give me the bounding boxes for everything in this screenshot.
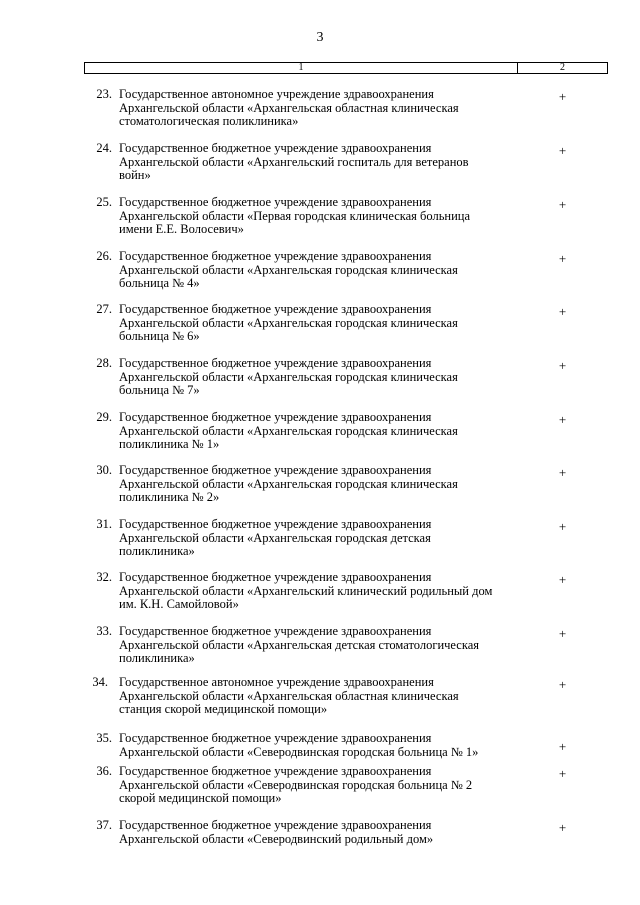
institution-name-line: скорой медицинской помощи» xyxy=(119,791,282,806)
institution-name-line: больница № 6» xyxy=(119,329,200,344)
table-row xyxy=(84,142,608,192)
institution-name-line: Архангельской области «Северодвинский родильный дом» xyxy=(119,831,434,846)
plus-mark: + xyxy=(558,251,567,266)
institution-name xyxy=(119,303,509,344)
institution-name-line: Архангельской области «Северодвинская городская больница № 1» xyxy=(119,744,479,759)
institution-name-line: Государственное автономное учреждение здравоохранения xyxy=(119,675,434,689)
row-number: 30. xyxy=(96,463,112,477)
institution-name-line: Архангельской области «Архангельская областная клиническая xyxy=(119,688,459,703)
institution-name xyxy=(119,518,509,559)
institution-name-line: Государственное бюджетное учреждение здравоохранения xyxy=(119,463,432,477)
table-row xyxy=(84,819,608,869)
plus-mark: + xyxy=(558,677,567,692)
institution-name xyxy=(119,625,509,666)
row-number: 23. xyxy=(96,87,112,101)
institution-name xyxy=(119,411,509,452)
page-number: 3 xyxy=(316,30,324,45)
institution-name xyxy=(119,196,509,237)
institution-name-line: Архангельской области «Архангельская городская клиническая xyxy=(119,262,458,277)
institution-name xyxy=(119,88,509,129)
institution-name xyxy=(119,357,509,398)
table-row xyxy=(84,88,608,138)
institution-name-line: Государственное бюджетное учреждение здравоохранения xyxy=(119,195,432,209)
institution-name-line: Государственное бюджетное учреждение здравоохранения xyxy=(119,517,432,531)
institution-name-line: Государственное бюджетное учреждение здравоохранения xyxy=(119,302,432,316)
institution-name-line: поликлиника № 1» xyxy=(119,437,220,452)
table-row xyxy=(84,518,608,568)
table-row xyxy=(84,196,608,246)
row-number: 25. xyxy=(96,195,112,209)
table-row xyxy=(84,464,608,514)
institution-name-line: больница № 4» xyxy=(119,276,200,291)
institution-name xyxy=(119,571,509,612)
table-header-row xyxy=(84,62,608,74)
table-row xyxy=(84,625,608,675)
row-number: 24. xyxy=(96,141,112,155)
plus-mark: + xyxy=(558,465,567,480)
institution-name-line: Архангельской области «Архангельская областная клиническая xyxy=(119,100,459,115)
table-row xyxy=(84,411,608,461)
institution-name-line: Архангельской области «Архангельская детская стоматологическая xyxy=(119,637,480,652)
institution-name-line: поликлиника» xyxy=(119,651,195,666)
institution-name xyxy=(119,250,509,291)
table-row xyxy=(84,676,608,726)
institution-name xyxy=(119,819,509,846)
institution-name-line: войн» xyxy=(119,168,151,183)
plus-mark: + xyxy=(558,766,567,781)
table-row xyxy=(84,571,608,621)
row-number: 29. xyxy=(96,410,112,424)
row-number: 35. xyxy=(96,731,112,745)
institution-name-line: Государственное бюджетное учреждение здравоохранения xyxy=(119,356,432,370)
institution-name xyxy=(119,676,509,717)
plus-mark: + xyxy=(558,143,567,158)
institution-name xyxy=(119,732,509,759)
column-header-1: 1 xyxy=(85,63,518,73)
institution-name-line: Архангельской области «Архангельская городская клиническая xyxy=(119,423,458,438)
row-number: 36. xyxy=(96,764,112,778)
institution-name-line: Архангельской области «Архангельский госпиталь для ветеранов xyxy=(119,154,469,169)
institution-name-line: поликлиника № 2» xyxy=(119,490,220,505)
institution-name-line: Государственное бюджетное учреждение здравоохранения xyxy=(119,731,432,745)
institution-name-line: Государственное бюджетное учреждение здравоохранения xyxy=(119,141,432,155)
plus-mark: + xyxy=(558,89,567,104)
institution-name xyxy=(119,765,509,806)
plus-mark: + xyxy=(558,519,567,534)
institution-name-line: Архангельской области «Архангельская городская клиническая xyxy=(119,315,458,330)
plus-mark: + xyxy=(558,626,567,641)
plus-mark: + xyxy=(558,820,567,835)
institution-name-line: Государственное бюджетное учреждение здравоохранения xyxy=(119,570,432,584)
institution-name-line: им. К.Н. Самойловой» xyxy=(119,597,239,612)
institutions-table xyxy=(84,62,608,846)
institution-name-line: Государственное бюджетное учреждение здравоохранения xyxy=(119,764,432,778)
institution-name-line: Государственное бюджетное учреждение здравоохранения xyxy=(119,818,432,832)
plus-mark: + xyxy=(558,304,567,319)
plus-mark: + xyxy=(558,739,567,754)
institution-name-line: Государственное бюджетное учреждение здравоохранения xyxy=(119,410,432,424)
institution-name xyxy=(119,464,509,505)
row-number: 32. xyxy=(96,570,112,584)
plus-mark: + xyxy=(558,412,567,427)
institution-name-line: Архангельской области «Архангельская городская клиническая xyxy=(119,476,458,491)
institution-name-line: поликлиника» xyxy=(119,544,195,559)
row-number: 33. xyxy=(96,624,112,638)
row-number: 27. xyxy=(96,302,112,316)
institution-name-line: Архангельской области «Архангельский клинический родильный дом xyxy=(119,583,493,598)
table-row xyxy=(84,765,608,815)
institution-name xyxy=(119,142,509,183)
institution-name-line: имени Е.Е. Волосевич» xyxy=(119,222,244,237)
row-number: 26. xyxy=(96,249,112,263)
row-number: 34. xyxy=(92,675,108,689)
institution-name-line: станция скорой медицинской помощи» xyxy=(119,702,328,717)
table-row xyxy=(84,303,608,353)
column-header-2: 2 xyxy=(560,62,565,73)
table-row xyxy=(84,357,608,407)
institution-name-line: Архангельской области «Архангельская городская детская xyxy=(119,530,431,545)
institution-name-line: стоматологическая поликлиника» xyxy=(119,114,299,129)
institution-name-line: Государственное бюджетное учреждение здравоохранения xyxy=(119,249,432,263)
institution-name-line: больница № 7» xyxy=(119,383,200,398)
row-number: 28. xyxy=(96,356,112,370)
institution-name-line: Архангельской области «Северодвинская городская больница № 2 xyxy=(119,777,473,792)
plus-mark: + xyxy=(558,358,567,373)
row-number: 37. xyxy=(96,818,112,832)
row-number: 31. xyxy=(96,517,112,531)
institution-name-line: Архангельской области «Первая городская клиническая больница xyxy=(119,208,471,223)
institution-name-line: Архангельской области «Архангельская городская клиническая xyxy=(119,369,458,384)
institution-name-line: Государственное бюджетное учреждение здравоохранения xyxy=(119,624,432,638)
institution-name-line: Государственное автономное учреждение здравоохранения xyxy=(119,87,434,101)
plus-mark: + xyxy=(558,197,567,212)
table-row xyxy=(84,250,608,300)
plus-mark: + xyxy=(558,572,567,587)
